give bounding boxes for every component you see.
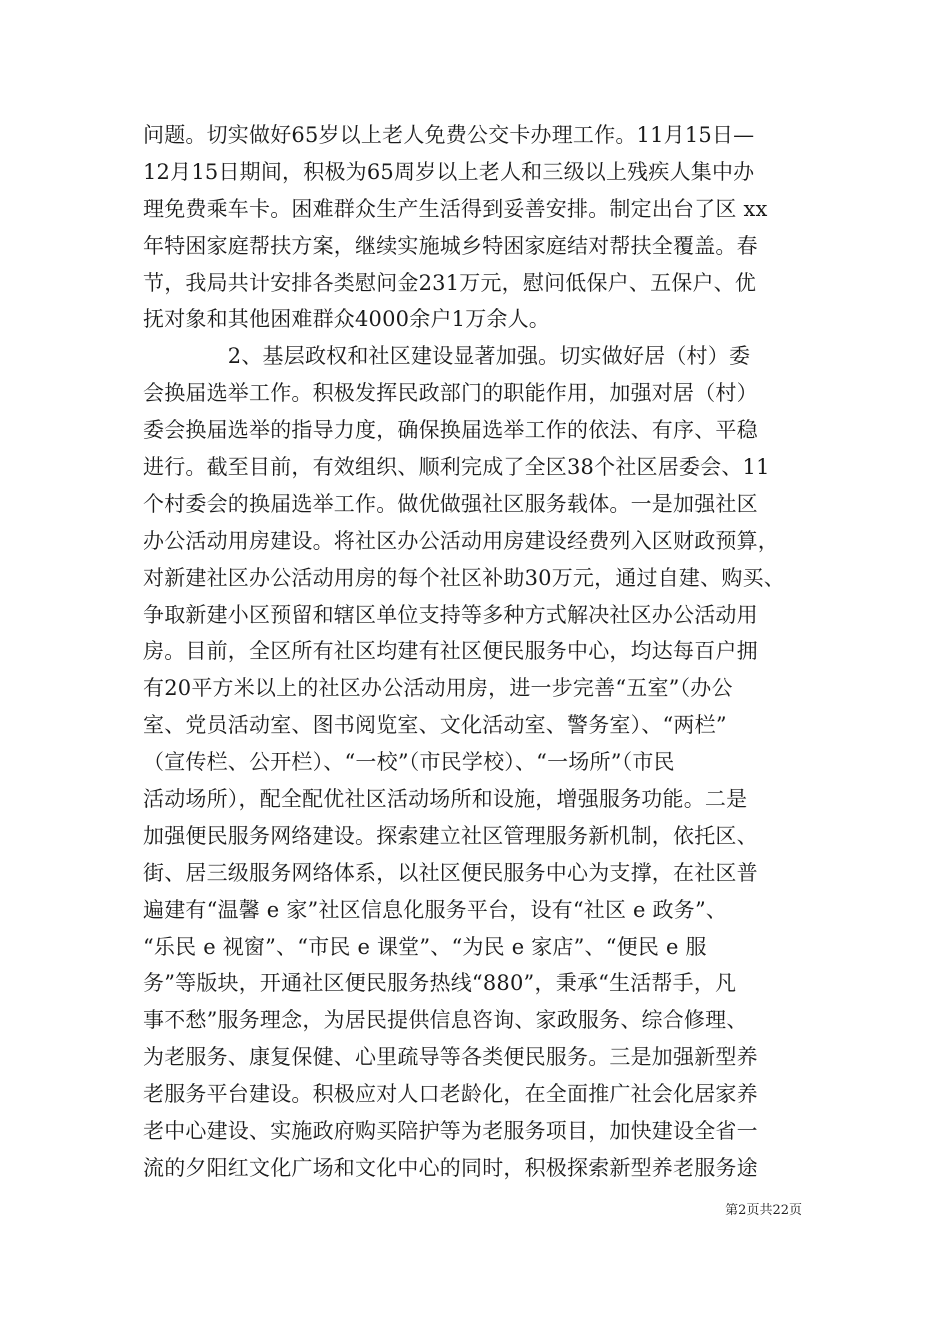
body-text [143,117,813,1187]
text-line: 办公活动用房建设。将社区办公活动用房建设经费列入区财政预算， [143,528,779,553]
text-line: 年特困家庭帮扶方案，继续实施城乡特困家庭结对帮扶全覆盖。春 [143,233,758,258]
text-line: 对新建社区办公活动用房的每个社区补助30万元，通过自建、购买、 [143,565,785,590]
text-line: 委会换届选举的指导力度，确保换届选举工作的依法、有序、平稳 [143,418,758,443]
text-line: 会换届选举工作。积极发挥民政部门的职能作用，加强对居（村） [143,381,758,406]
text-line: 加强便民服务网络建设。探索建立社区管理服务新机制，依托区、 [143,823,758,848]
text-line: 抚对象和其他困难群众4000余户1万余人。 [143,307,551,332]
text-line: 街、居三级服务网络体系，以社区便民服务中心为支撑，在社区普 [143,860,758,885]
text-line: 遍建有“温馨 e 家”社区信息化服务平台，设有“社区 e 政务”、 [143,897,728,922]
text-line: 12月15日期间，积极为65周岁以上老人和三级以上残疾人集中办 [143,159,755,184]
text-line: 事不愁”服务理念，为居民提供信息咨询、家政服务、综合修理、 [143,1008,748,1033]
text-line: 有20平方米以上的社区办公活动用房，进一步完善“五室”（办公 [143,676,733,701]
text-line: （宣传栏、公开栏）、“一校”（市民学校）、“一场所”（市民 [143,750,675,775]
page-number-footer: 第2页共22页 [725,1203,802,1218]
text-line: “乐民 e 视窗”、“市民 e 课堂”、“为民 e 家店”、“便民 e 服 [143,934,707,959]
text-line: 理免费乘车卡。困难群众生产生活得到妥善安排。制定出台了区 xx [143,196,768,221]
text-line: 节，我局共计安排各类慰问金231万元，慰问低保户、五保户、优 [143,270,757,295]
text-line: 争取新建小区预留和辖区单位支持等多种方式解决社区办公活动用 [143,602,758,627]
text-line: 老中心建设、实施政府购买陪护等为老服务项目，加快建设全省一 [143,1119,758,1144]
text-line: 房。目前，全区所有社区均建有社区便民服务中心，均达每百户拥 [143,639,758,664]
text-line: 活动场所），配全配优社区活动场所和设施，增强服务功能。二是 [143,787,748,812]
text-line: 2、基层政权和社区建设显著加强。切实做好居（村）委 [143,344,751,369]
text-line: 为老服务、康复保健、心里疏导等各类便民服务。三是加强新型养 [143,1045,758,1070]
text-line: 室、党员活动室、图书阅览室、文化活动室、警务室）、“两栏” [143,713,727,738]
text-line: 老服务平台建设。积极应对人口老龄化，在全面推广社会化居家养 [143,1082,758,1107]
text-line: 问题。切实做好65岁以上老人免费公交卡办理工作。11月15日— [143,123,755,147]
text-line: 流的夕阳红文化广场和文化中心的同时，积极探索新型养老服务途 [143,1155,758,1180]
text-line: 进行。截至目前，有效组织、顺利完成了全区38个社区居委会、11 [143,455,770,480]
text-line: 务”等版块，开通社区便民服务热线“880”，秉承“生活帮手，凡 [143,971,737,996]
text-line: 个村委会的换届选举工作。做优做强社区服务载体。一是加强社区 [143,491,758,516]
